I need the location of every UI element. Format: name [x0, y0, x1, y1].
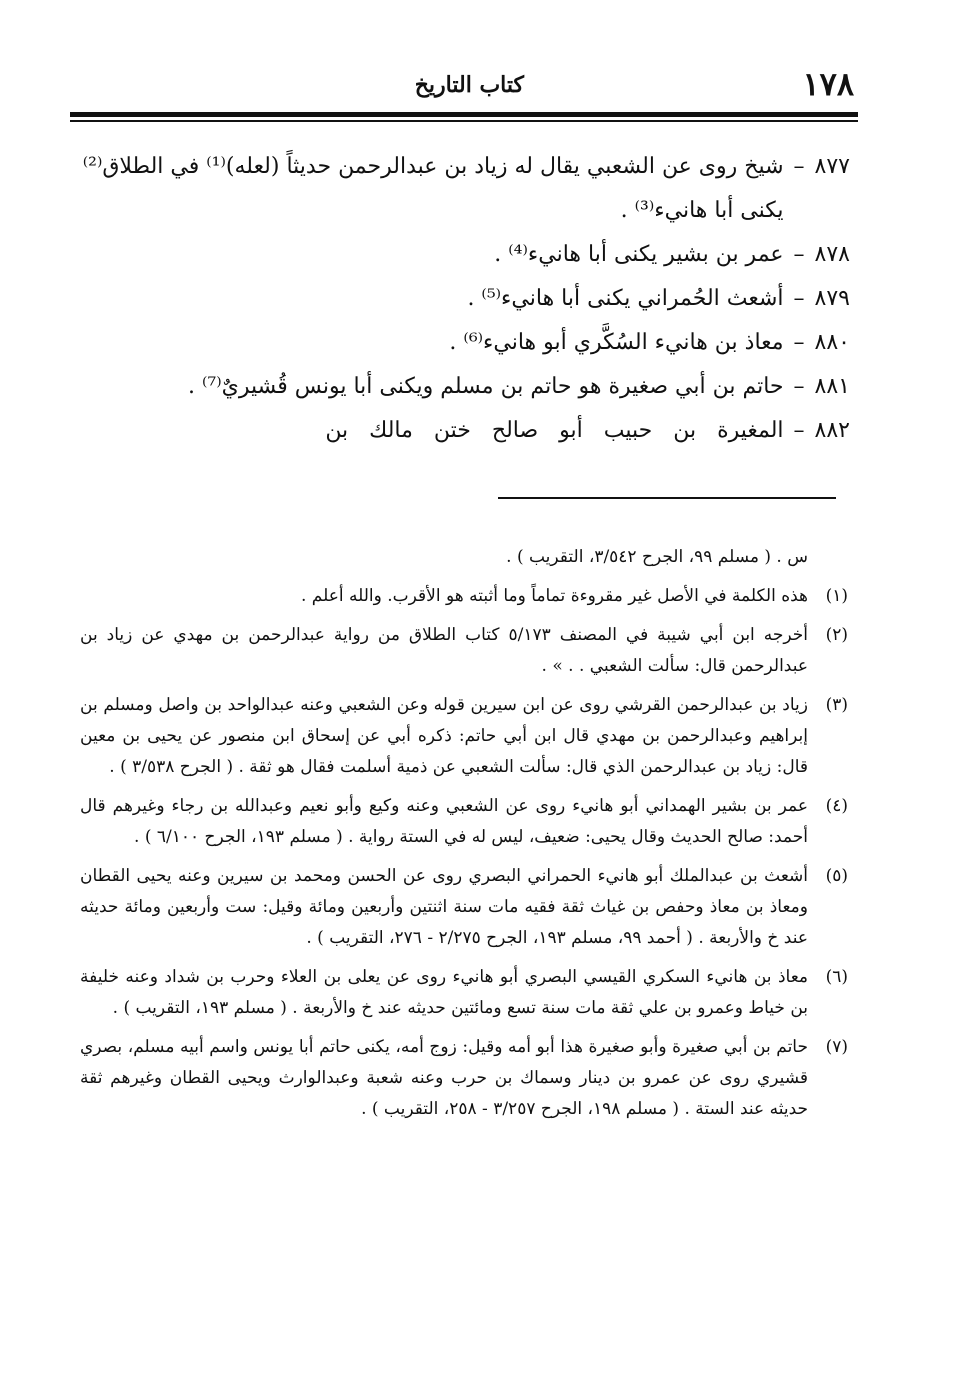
- entry-880: [80, 321, 850, 365]
- page-number: ١٧٨: [802, 65, 854, 103]
- footnote-mark: (٧): [825, 1037, 848, 1057]
- entry-text: عمر بن بشير يكنى أبا هانيء⁽⁴⁾ .: [494, 242, 784, 267]
- entry-separator: –: [793, 330, 805, 355]
- footnote-5: [80, 861, 848, 954]
- footnote-3: [80, 690, 848, 783]
- entry-878: [80, 233, 850, 277]
- footnote-mark: (٦): [825, 967, 848, 987]
- entry-number: ٨٧٨: [814, 242, 850, 267]
- footnote-mark: (٥): [825, 866, 848, 886]
- footnote-text: زياد بن عبدالرحمن القرشي روى عن ابن سيرين قوله وعن الشعبي وعنه عبدالواحد بن واصل ومسلم بن إبراهيم وعبدالرحمن بن مهدي قال ابن أبي حاتم: ذكره أبي عن إسحاق ابن منصور عن يحيى بن معين قال: زياد بن عبدالرحمن الذي قال: سألت الشعبي عن ذمية أسلمت فقال هو ثقة . ( الجرح ٣/٥٣٨ ) .: [80, 695, 808, 777]
- footnote-text: أشعث بن عبدالملك أبو هانيء الحمراني البصري روى عن الحسن ومحمد بن سيرين وعنه يحيى القطان ومعاذ بن معاذ وحفص بن غياث ثقة فقيه مات سنة اثنتين وأربعين ومائة وقيل: ست وأربعين ومائة حديثه عند خ والأربعة . ( أحمد ٩٩، مسلم ١٩٣، الجرح ٢/٢٧٥ - ٢٧٦، التقريب ) .: [80, 866, 808, 948]
- footnote-text: معاذ بن هانيء السكري القيسي البصري أبو هانيء روى عن يعلى بن العلاء وحرب بن شداد وعنه خليفة بن خياط وعمرو بن علي ثقة مات سنة تسع ومائتين حديثه عند خ والأربعة . ( مسلم ١٩٣، التقريب ) .: [80, 967, 808, 1018]
- entry-text: حاتم بن أبي صغيرة هو حاتم بن مسلم ويكنى أبا يونس قُشيريٌ⁽⁷⁾ .: [188, 374, 784, 399]
- page-header: [76, 64, 854, 108]
- footnote-4: [80, 791, 848, 853]
- entry-877: [80, 145, 850, 233]
- entry-number: ٨٨٠: [814, 330, 850, 355]
- entry-879: [80, 277, 850, 321]
- entry-number: ٨٨١: [814, 374, 850, 399]
- footnote-text: عمر بن بشير الهمداني أبو هانيء روى عن الشعبي وعنه وكيع وأبو نعيم وعبدالله بن رجاء وغيرهم قال أحمد: صالح الحديث وقال يحيى: ضعيف، ليس له في الستة رواية . ( مسلم ١٩٣، الجرح ٦/١٠٠ ) .: [80, 796, 808, 847]
- footnote-continuation: س . ( مسلم ٩٩، الجرح ٣/٥٤٢، التقريب ) .: [506, 547, 808, 567]
- entry-text: المغيرة بن حبيب أبو صالح ختن مالك بن: [325, 418, 784, 443]
- entry-separator: –: [793, 242, 805, 267]
- footnote-2: [80, 620, 848, 682]
- footnote-text: هذه الكلمة في الأصل غير مقروءة تماماً وما أثبته هو الأقرب. والله أعلم .: [300, 586, 808, 606]
- footnote-divider: [498, 497, 836, 499]
- header-rule-thick: [70, 112, 858, 117]
- entry-separator: –: [793, 154, 805, 179]
- entry-separator: –: [793, 286, 805, 311]
- footnote-1: [80, 581, 848, 612]
- entry-number: ٨٧٧: [814, 154, 850, 179]
- footnote-mark: (٢): [825, 625, 848, 645]
- footnote-7: [80, 1032, 848, 1125]
- footnote-mark: (١): [825, 586, 848, 606]
- entry-number: ٨٧٩: [814, 286, 850, 311]
- footnote-mark: (٣): [825, 695, 848, 715]
- footnote-6: [80, 962, 848, 1024]
- entry-881: [80, 365, 850, 409]
- running-title: كتاب التاريخ: [414, 72, 524, 98]
- footnote-text: أخرجه ابن أبي شيبة في المصنف ٥/١٧٣ كتاب الطلاق من رواية عبدالرحمن بن مهدي عن زياد بن عبدالرحمن قال: سألت الشعبي . . » .: [80, 625, 808, 676]
- footnotes: [80, 542, 848, 1133]
- footnote-text: حاتم بن أبي صغيرة وأبو صغيرة هذا أبو أمه وقيل: زوج أمه، يكنى حاتم أبا يونس واسم أبيه مسلم، بصري قشيري روى عن عمرو بن دينار وسماك بن حرب وعنه شعبة وعبدالوارث ويحيى القطان وغيرهم ثقة حديثه عند الستة . ( مسلم ١٩٨، الجرح ٣/٢٥٧ - ٢٥٨، التقريب ) .: [80, 1037, 808, 1119]
- entry-text: معاذ بن هانيء السُكَّري أبو هانيء⁽⁶⁾ .: [449, 330, 784, 355]
- entry-text: شيخ روى عن الشعبي يقال له زياد بن عبدالرحمن حديثاً (لعله)⁽¹⁾ في الطلاق⁽²⁾ يكنى أبا هانيء⁽³⁾ .: [82, 154, 784, 223]
- header-rule-thin: [70, 120, 858, 122]
- entry-number: ٨٨٢: [814, 418, 850, 443]
- entry-text: أشعث الحُمراني يكنى أبا هانيء⁽⁵⁾ .: [467, 286, 784, 311]
- entry-separator: –: [793, 374, 805, 399]
- footnote-mark: (٤): [825, 796, 848, 816]
- entry-separator: –: [793, 418, 805, 443]
- entry-882: [80, 409, 850, 453]
- entries-list: [80, 145, 850, 453]
